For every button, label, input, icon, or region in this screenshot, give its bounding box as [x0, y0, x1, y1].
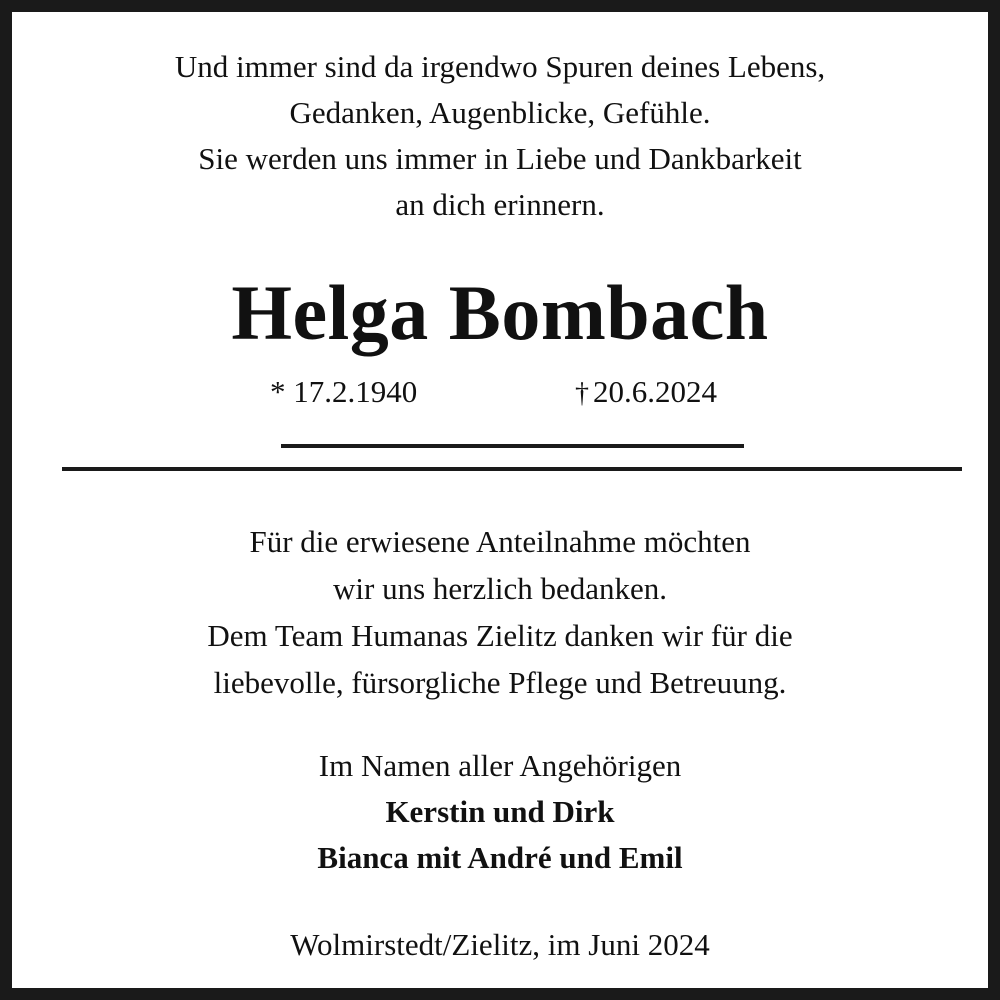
family-names: Kerstin und Dirk — [385, 794, 615, 829]
family-signoff — [12, 743, 988, 881]
short-divider — [281, 444, 744, 448]
long-divider — [62, 467, 962, 471]
thanks-message — [12, 518, 988, 706]
thanks-line: wir uns herzlich bedanken. — [333, 571, 667, 606]
death-date-group — [575, 370, 717, 416]
verse-line: an dich erinnern. — [395, 187, 605, 222]
life-dates — [12, 370, 988, 414]
dagger-icon: † — [575, 378, 589, 409]
thanks-line: Für die erwiesene Anteilnahme möchten — [249, 524, 751, 559]
deceased-name: Helga Bombach — [231, 269, 769, 356]
birth-date: * 17.2.1940 — [270, 374, 418, 409]
thanks-line: liebevolle, fürsorgliche Pflege und Betreuung. — [213, 665, 787, 700]
place-and-date: Wolmirstedt/Zielitz, im Juni 2024 — [290, 927, 710, 962]
thanks-line: Dem Team Humanas Zielitz danken wir für die — [207, 618, 793, 653]
verse-line: Sie werden uns immer in Liebe und Dankbarkeit — [198, 141, 802, 176]
signoff-intro: Im Namen aller Angehörigen — [318, 748, 682, 783]
family-names: Bianca mit André und Emil — [317, 840, 683, 875]
verse-line: Und immer sind da irgendwo Spuren deines Lebens, — [174, 49, 826, 84]
verse-line: Gedanken, Augenblicke, Gefühle. — [289, 95, 711, 130]
memorial-verse — [12, 44, 988, 228]
death-date: 20.6.2024 — [593, 374, 717, 409]
